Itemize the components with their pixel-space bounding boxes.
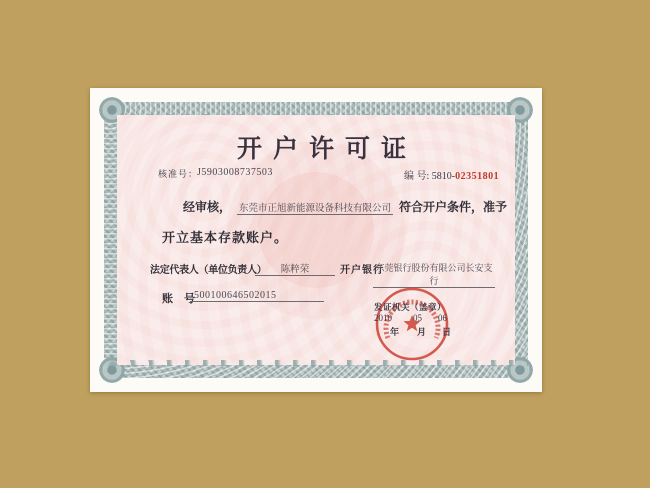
opening-bank-label: 开户银行 (340, 265, 384, 276)
legal-representative-name-field: 陈粹荣 (255, 261, 335, 276)
official-seal-stamp (374, 286, 450, 362)
legal-representative-label: 法定代表人（单位负责人） (150, 265, 267, 276)
day-unit-label: 日 (442, 327, 452, 337)
serial-number-value: 02351801 (455, 171, 500, 182)
approval-number-label: 核准号： (158, 169, 199, 179)
month-unit-label: 月 (417, 327, 427, 337)
issue-month-value: 05 (413, 313, 422, 323)
certificate-title: 开户许可证 (236, 136, 417, 163)
audit-prefix-text: 经审核， (183, 200, 232, 214)
account-number-field: 500100646502015 (190, 290, 324, 302)
certificate-border (104, 102, 528, 378)
year-unit-label: 年 (390, 327, 400, 337)
serial-number (404, 167, 499, 182)
account-number-label: 账 号 (162, 293, 195, 305)
account-number-row (117, 290, 515, 306)
audit-suffix-text: 符合开户条件，准予 (399, 200, 508, 214)
issue-day-value: 06 (438, 313, 447, 323)
issuer-seal-label: 发证机关（盖章） (374, 302, 447, 312)
approval-serial-row (117, 167, 515, 181)
issue-year-value: 2010 (374, 313, 392, 323)
opening-bank-name-field: 东莞银行股份有限公司长安支行 (373, 261, 495, 288)
serial-number-prefix: 5810- (431, 171, 456, 182)
approval-number-value: J5903008737503 (197, 167, 273, 178)
certificate-paper (90, 88, 542, 392)
representative-bank-row (117, 261, 515, 286)
certificate-body (117, 115, 515, 365)
serial-number-label: 编 号: (404, 171, 432, 182)
account-type-statement: 开立基本存款账户。 (162, 230, 289, 245)
company-name-field: 东莞市正旭新能源设备科技有限公司 (237, 200, 393, 215)
audit-statement-row (117, 198, 515, 215)
